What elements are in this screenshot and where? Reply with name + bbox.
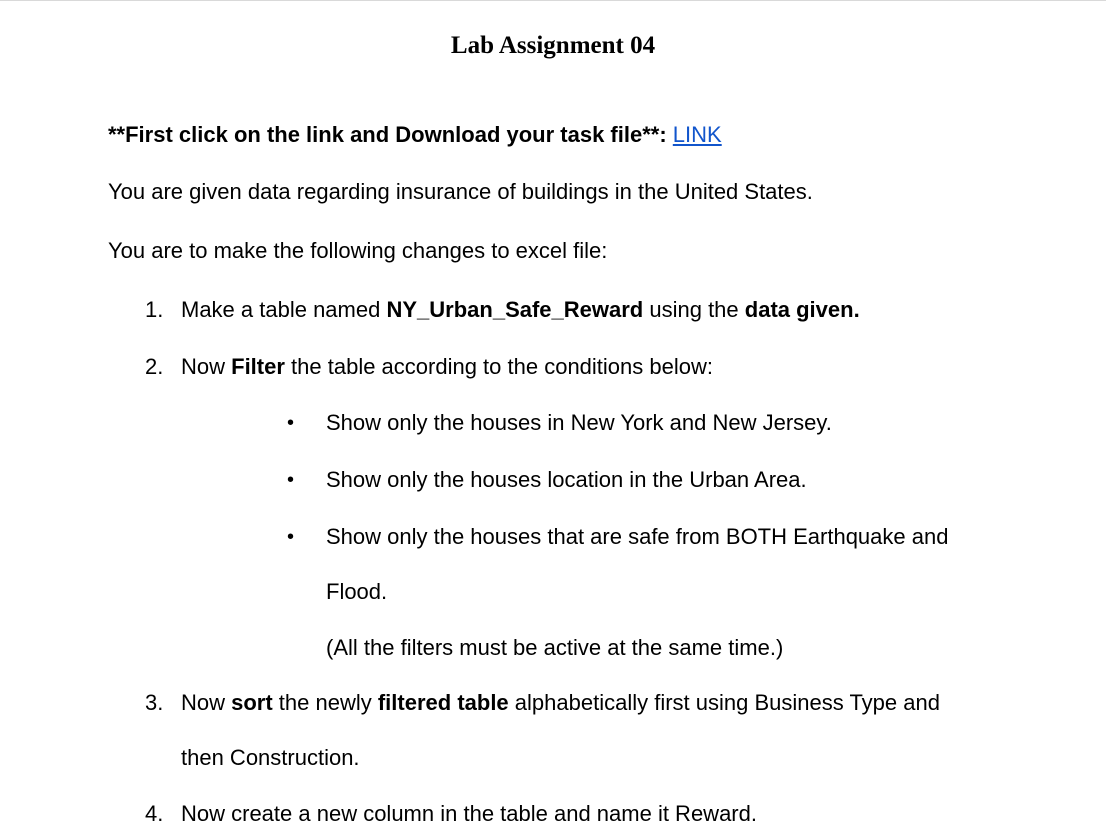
list-item-2-text: Now Filter the table according to the conditions below: [181,354,713,379]
page-top-border [0,0,1106,1]
document-title: Lab Assignment 04 [450,32,656,59]
list-item-3-number: 3. [145,690,164,715]
list-item-1-text: Make a table named NY_Urban_Safe_Reward using the data given. [181,297,860,322]
list-item-2-number: 2. [145,354,164,379]
download-instruction-text: **First click on the link and Download your task file**: [108,122,667,147]
intro-given-text: You are given data regarding insurance of buildings in the United States. [108,179,813,204]
list-item-3-text: Now sort the newly filtered table alphabetically first using Business Type and [181,690,940,715]
bullet-icon: • [287,469,295,491]
list-item-4-number: 4. [145,801,164,826]
task-file-link[interactable]: LINK [672,122,722,147]
download-instruction [108,121,722,149]
list-item-4-text: Now create a new column in the table and name it Reward. [181,801,757,826]
bullet-icon: • [287,526,295,548]
intro-instruction-text: You are to make the following changes to excel file: [108,238,608,263]
list-item-1-number: 1. [145,297,164,322]
bullet-icon: • [287,412,295,434]
